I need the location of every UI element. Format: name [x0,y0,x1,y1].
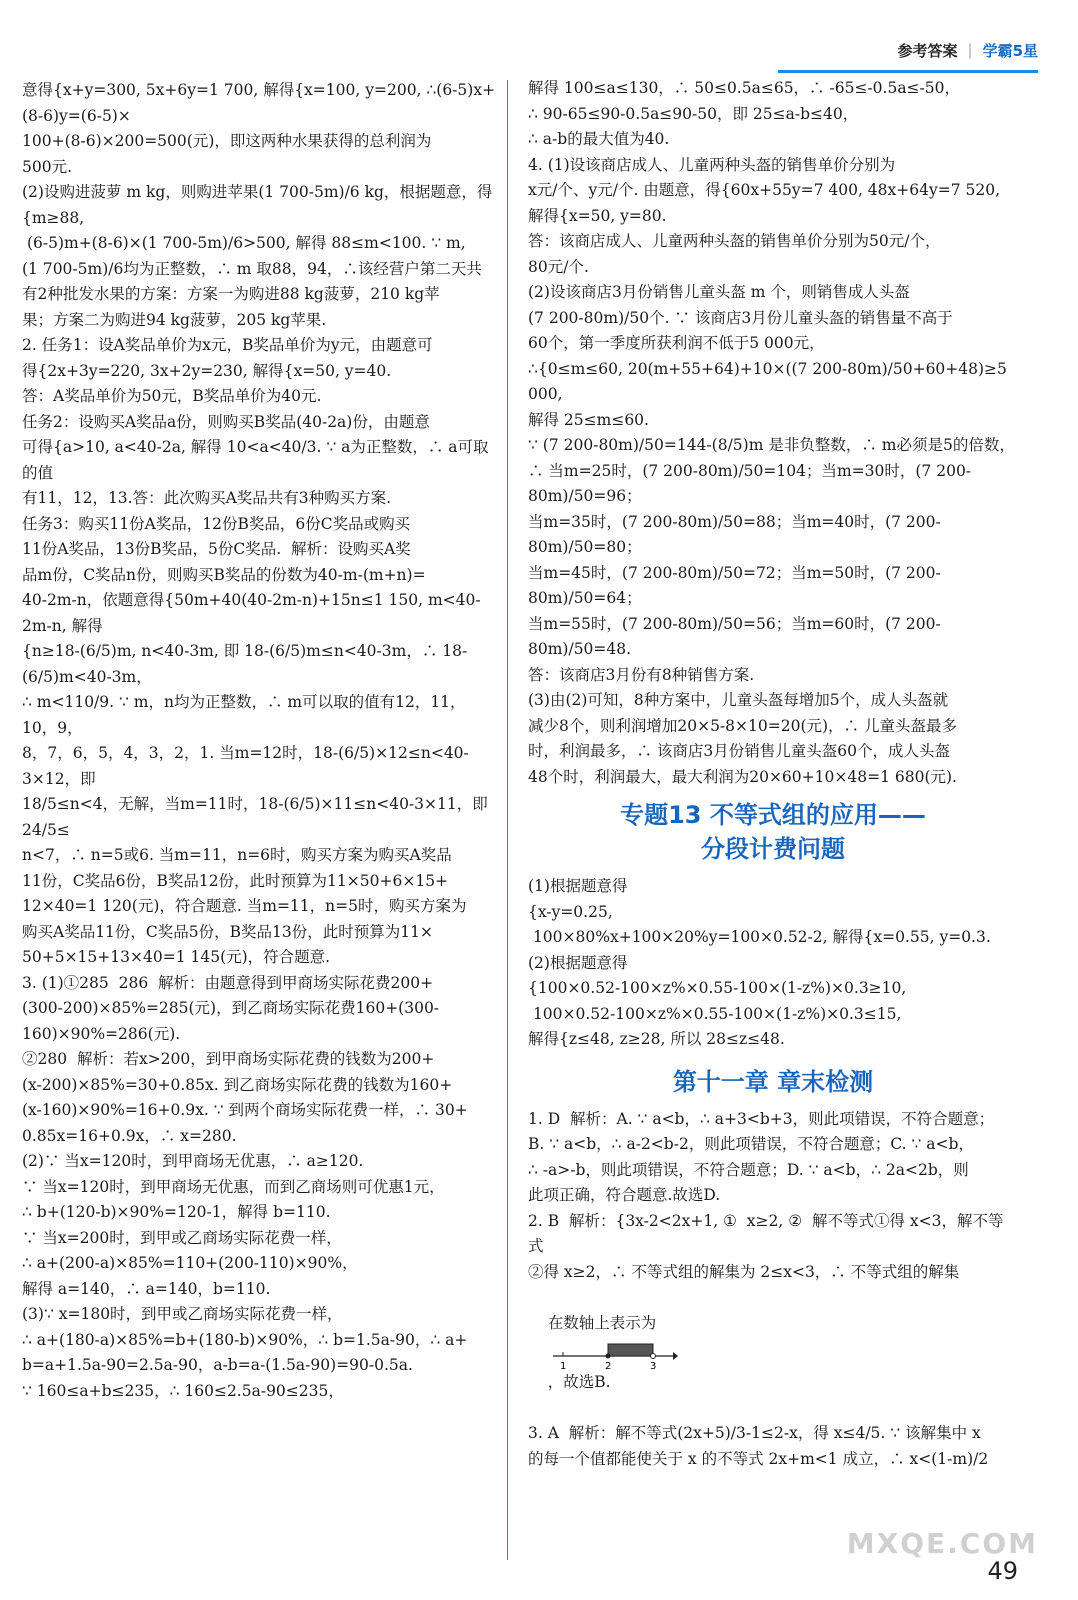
solution-interval-shade [608,1344,653,1356]
text-line: {100×0.52-100×z%×0.55-100×(1-z%)×0.3≥10, [528,979,907,997]
page-header [897,30,1038,70]
number-line-row [528,1285,1018,1421]
text-line: (300-200)×85%=285(元)，到乙商场实际花费160+(300- [22,999,440,1017]
text-line: b=a+1.5a-90=2.5a-90，a-b=a-(1.5a-90)=90-0.5a. [22,1356,413,1374]
text-line: 当m=35时，(7 200-80m)/50=88；当m=40时，(7 200-80m)/50=80； [528,512,941,556]
text-line: 解得{z≤48, z≥28, 所以 28≤z≤48. [528,1030,785,1048]
text-line: 12×40=1 120(元)，符合题意. 当m=11，n=5时，购买方案为 [22,897,467,915]
topic13-title-line1: 专题13 不等式组的应用—— [620,801,926,829]
text-line: 答：该商店3月份有8种销售方案. [528,665,755,684]
text-line: 可得{a>10, a<40-2a, 解得 10<a<40/3. ∵ a为正整数，∴ a可取的值 [22,438,489,482]
text-line: 解得 100≤a≤130，∴ 50≤0.5a≤65，∴ -65≤-0.5a≤-50， [528,79,961,97]
text-line: 100×80%x+100×20%y=100×0.52-2, 解得{x=0.55, y=0.3. [528,928,991,946]
right-column [528,76,1018,1472]
text-line: (x-160)×90%=16+0.9x. ∵ 到两个商场实际花费一样，∴ 30+ [22,1101,468,1119]
text-line: 11份A奖品，13份B奖品，5份C奖品. 解析：设购买A奖 [22,540,411,558]
text-line: 8，7，6，5，4，3，2，1. 当m=12时，18-(6/5)×12≤n<40-3×12，即 [22,744,469,788]
text-line: ∴ -a>-b，则此项错误，不符合题意；D. ∵ a<b，∴ 2a<2b，则 [528,1160,969,1179]
text-line: 解得 a=140，∴ a=140，b=110. [22,1279,271,1298]
text-line: (1)根据题意得 [528,877,628,895]
text-line: ∴ 90-65≤90-0.5a≤90-50，即 25≤a-b≤40， [528,104,859,123]
text-line: 意得{x+y=300, 5x+6y=1 700, 解得{x=100, y=200, ∴(6-5)x+(8-6)y=(6-5)× [22,81,496,125]
text-line: ②得 x≥2，∴ 不等式组的解集为 2≤x<3，∴ 不等式组的解集 [528,1262,960,1281]
open-endpoint [650,1354,655,1359]
text-line: (3)由(2)可知，8种方案中，儿童头盔每增加5个，成人头盔就 [528,691,949,709]
text-line: ∴ b+(120-b)×90%=120-1，解得 b=110. [22,1203,331,1221]
header-rule [778,70,1038,73]
text-line: ∴ a+(180-a)×85%=b+(180-b)×90%，∴ b=1.5a-90，∴ a+ [22,1330,468,1349]
number-line-suffix: ，故选B. [547,1373,611,1391]
text-line: 160)×90%=286(元). [22,1024,181,1043]
text-line: (2)∵ 当x=120时，到甲商场无优惠，∴ a≥120. [22,1152,364,1170]
text-line: 有11，12，13.答：此次购买A奖品共有3种购买方案. [22,489,392,507]
number-line-figure [548,1336,678,1370]
text-line: 100×0.52-100×z%×0.55-100×(1-z%)×0.3≤15, [528,1004,902,1023]
text-line: 2. B 解析：{3x-2<2x+1, ① x≥2, ② 解不等式①得 x<3，解不等式 [528,1211,1004,1255]
text-line: ∴ a-b的最大值为40. [528,130,670,148]
page-number: 49 [987,1557,1018,1585]
text-line: ∵ (7 200-80m)/50=144-(8/5)m 是非负整数，∴ m必须是5的倍数， [528,436,1015,454]
answer-label: 参考答案 [897,41,958,60]
text-line: 任务2：设购买A奖品a份，则购买B奖品(40-2a)份，由题意 [22,412,430,431]
text-line: ∵ 当x=200时，到甲或乙商场实际花费一样， [22,1228,342,1247]
text-line: {x-y=0.25, [528,902,613,921]
text-line: 品m份，C奖品n份，则购买B奖品的份数为40-m-(m+n)= [22,565,426,584]
chapter-test-title: 第十一章 章末检测 [672,1067,874,1096]
left-column [22,78,500,1404]
column-divider [507,80,508,1560]
text-line: 购买A奖品11份，C奖品5份，B奖品13份，此时预算为11× [22,922,433,941]
text-line: 此项正确，符合题意.故选D. [528,1186,721,1204]
text-line: 当m=45时，(7 200-80m)/50=72；当m=50时，(7 200-80m)/50=64； [528,563,941,607]
text-line: 有2种批发水果的方案：方案一为购进88 kg菠萝，210 kg苹 [22,285,440,303]
text-line: ∴{0≤m≤60, 20(m+55+64)+10×((7 200-80m)/50+60+48)≥5 000, [528,359,1012,403]
text-line: 60个，第一季度所获利润不低于5 000元， [528,334,825,352]
text-line: 3. A 解析：解不等式(2x+5)/3-1≤2-x，得 x≤4/5. ∵ 该解集中 x [528,1424,981,1442]
tick-label-3: 3 [649,1361,657,1370]
text-line: ∵ 当x=120时，到甲商场无优惠，而到乙商场则可优惠1元， [22,1177,445,1196]
header-separator: | [967,41,973,59]
text-line: 18/5≤n<4，无解，当m=11时，18-(6/5)×11≤n<40-3×11，即24/5≤ [22,795,488,839]
text-line: 3. (1)①285 286 解析：由题意得到甲商场实际花费200+ [22,973,434,992]
text-line: ②280 解析：若x>200，到甲商场实际花费的钱数为200+ [22,1050,435,1068]
brand-name: 学霸5星 [982,41,1038,60]
text-line: 答：A奖品单价为50元，B奖品单价为40元. [22,387,322,405]
topic13-title-line2: 分段计费问题 [701,835,845,863]
text-line: {m≥88, [22,208,85,227]
text-line: ∴ a+(200-a)×85%=110+(200-110)×90%， [22,1254,358,1272]
text-line: (2)根据题意得 [528,953,628,972]
text-line: B. ∵ a<b，∴ a-2<b-2，则此项错误，不符合题意；C. ∵ a<b， [528,1135,974,1153]
text-line: x元/个、y元/个. 由题意，得{60x+55y=7 400, 48x+64y=7 520, 解得{x=50, y=80. [528,181,1005,225]
tick-label-1: 1 [559,1361,567,1370]
text-line: 40-2m-n，依题意得{50m+40(40-2m-n)+15n≤1 150, m<40-2m-n, 解得 [22,591,481,635]
text-line: 80元/个. [528,257,589,276]
text-line: 1. D 解析：A. ∵ a<b，∴ a+3<b+3，则此项错误，不符合题意； [528,1109,995,1128]
text-line: ∴ m<110/9. ∵ m，n均为正整数，∴ m可以取的值有12，11，10，9， [22,693,466,737]
watermark: MXQE.COM [846,1527,1038,1560]
problem4-solution [528,76,1018,790]
text-line: (1 700-5m)/6均为正整数，∴ m 取88，94，∴该经营户第二天共 [22,259,482,278]
closed-endpoint [605,1354,610,1359]
text-line: {n≥18-(6/5)m, n<40-3m, 即 18-(6/5)m≤n<40-3m，∴ 18-(6/5)m<40-3m， [22,642,468,686]
text-line: n<7，∴ n=5或6. 当m=11，n=6时，购买方案为购买A奖品 [22,846,452,864]
text-line: (2)设购进菠萝 m kg，则购进苹果(1 700-5m)/6 kg，根据题意，得 [22,183,493,201]
text-line: 时，利润最多，∴ 该商店3月份销售儿童头盔60个，成人头盔 [528,742,951,760]
text-line: ∵ 160≤a+b≤235，∴ 160≤2.5a-90≤235， [22,1381,344,1400]
number-line-prefix: 在数轴上表示为 [547,1313,657,1332]
text-line: 2. 任务1：设A奖品单价为x元，B奖品单价为y元，由题意可 [22,336,433,354]
text-line: 当m=55时，(7 200-80m)/50=56；当m=60时，(7 200-80m)/50=48. [528,614,941,658]
topic13-solution [528,874,1018,1053]
tick-label-2: 2 [604,1361,612,1370]
text-line: ∴ 当m=25时，(7 200-80m)/50=104；当m=30时，(7 200-80m)/50=96； [528,461,972,505]
text-line: 果；方案二为购进94 kg菠萝，205 kg苹果. [22,310,327,329]
text-line: 50+5×15+13×40=1 145(元)，符合题意. [22,948,331,966]
text-line: 的每一个值都能使关于 x 的不等式 2x+m<1 成立，∴ x<(1-m)/2 [528,1449,989,1468]
text-line: 减少8个，则利润增加20×5-8×10=20(元)，∴ 儿童头盔最多 [528,716,957,735]
text-line: 11份，C奖品6份，B奖品12份，此时预算为11×50+6×15+ [22,871,449,890]
text-line: 500元. [22,157,73,176]
text-line: 得{2x+3y=220, 3x+2y=230, 解得{x=50, y=40. [22,361,392,380]
number-line-arrow [673,1352,678,1360]
text-line: (7 200-80m)/50个. ∵ 该商店3月份儿童头盔的销售量不高于 [528,308,953,327]
text-line: 48个时，利润最大，最大利润为20×60+10×48=1 680(元). [528,767,957,786]
text-line: (3)∵ x=180时，到甲或乙商场实际花费一样， [22,1305,343,1323]
text-line: 100+(8-6)×200=500(元)，即这两种水果获得的总利润为 [22,132,432,150]
text-line: 解得 25≤m≤60. [528,410,649,429]
text-line: 答：该商店成人、儿童两种头盔的销售单价分别为50元/个， [528,232,941,250]
text-line: (2)设该商店3月份销售儿童头盔 m 个，则销售成人头盔 [528,283,910,301]
text-line: 任务3：购买11份A奖品，12份B奖品，6份C奖品或购买 [22,514,411,533]
text-line: 0.85x=16+0.9x，∴ x=280. [22,1126,237,1145]
chapter-test-answers-b [528,1421,1018,1472]
text-line: 4. (1)设该商店成人、儿童两种头盔的销售单价分别为 [528,155,896,174]
text-line: (x-200)×85%=30+0.85x. 到乙商场实际花费的钱数为160+ [22,1075,453,1094]
text-line: (6-5)m+(8-6)×(1 700-5m)/6>500, 解得 88≤m<100. ∵ m, [22,234,466,252]
chapter-test-answers-a [528,1107,1018,1286]
